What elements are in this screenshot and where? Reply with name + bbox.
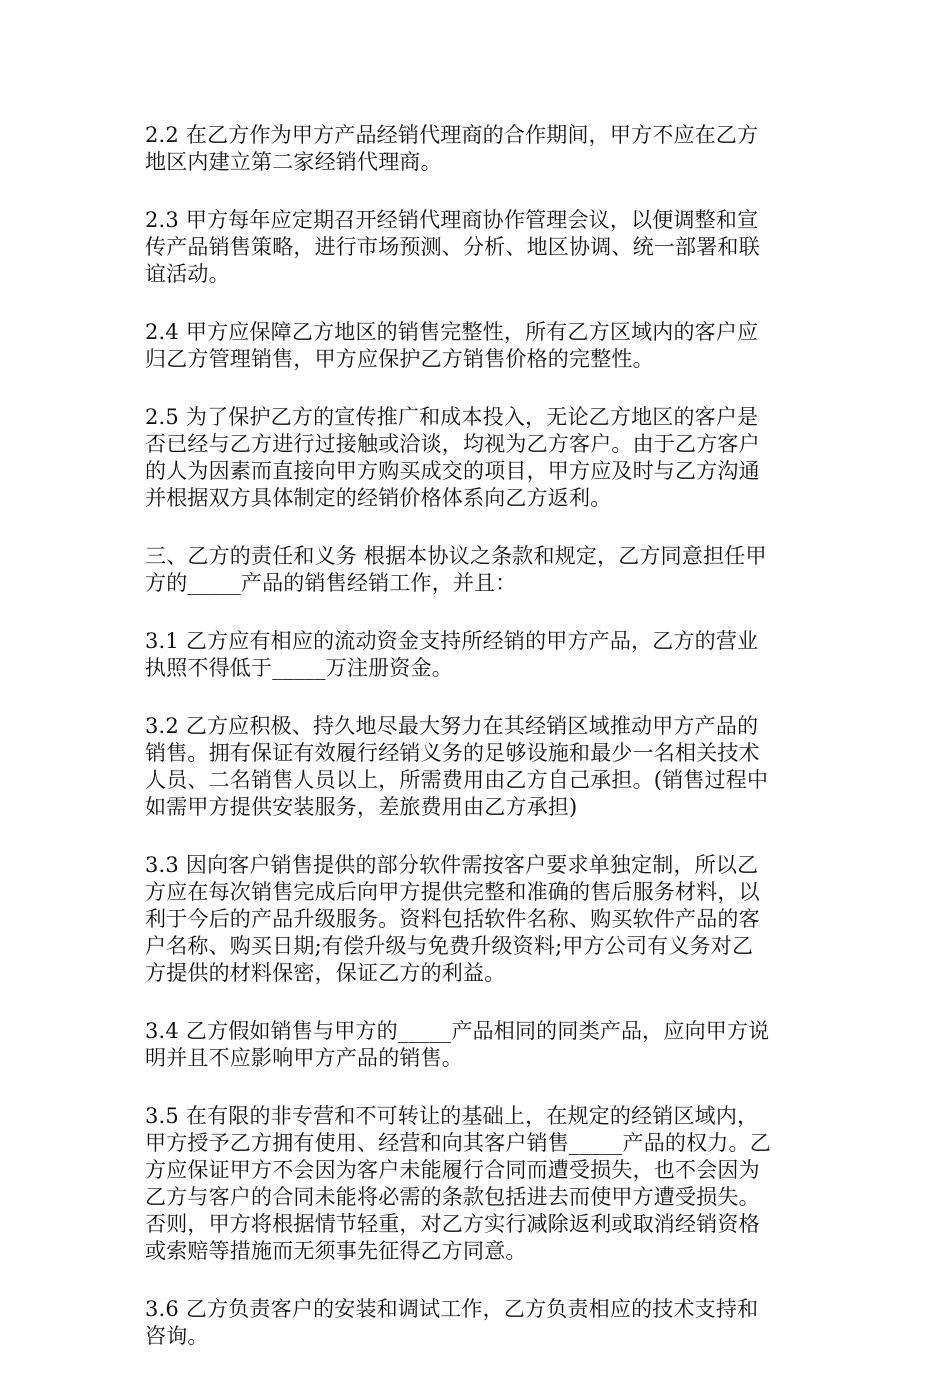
document-paragraph xyxy=(145,543,807,597)
document-paragraph xyxy=(145,207,807,288)
document-paragraph xyxy=(145,1103,807,1265)
paragraph-line: 明并且不应影响甲方产品的销售。 xyxy=(145,1046,463,1070)
paragraph-line: 3.5 在有限的非专营和不可转让的基础上，在规定的经销区域内， xyxy=(145,1104,759,1128)
paragraph-line: 否已经与乙方进行过接触或洽谈，均视为乙方客户。由于乙方客户 xyxy=(145,432,760,456)
paragraph-line: 利于今后的产品升级服务。资料包括软件名称、购买软件产品的客 xyxy=(145,907,760,931)
document-paragraph xyxy=(145,713,807,821)
paragraph-line: 户名称、购买日期;有偿升级与免费升级资料;甲方公司有义务对乙 xyxy=(145,934,754,958)
document-paragraph xyxy=(145,404,807,512)
paragraph-line: 2.5 为了保护乙方的宣传推广和成本投入，无论乙方地区的客户是 xyxy=(145,405,759,429)
paragraph-line: 乙方与客户的合同未能将必需的条款包括进去而使甲方遭受损失。 xyxy=(145,1185,760,1209)
paragraph-line: 2.4 甲方应保障乙方地区的销售完整性，所有乙方区域内的客户应 xyxy=(145,320,759,344)
document-paragraph xyxy=(145,122,807,176)
paragraph-line: 方应保证甲方不会因为客户未能履行合同而遭受损失，也不会因为 xyxy=(145,1158,760,1182)
paragraph-line: 否则，甲方将根据情节轻重，对乙方实行减除返利或取消经销资格 xyxy=(145,1212,760,1236)
document-paragraph xyxy=(145,1018,807,1072)
paragraph-line: 方的_____产品的销售经销工作，并且： xyxy=(145,571,517,595)
document-body xyxy=(145,122,807,1381)
paragraph-line: 3.4 乙方假如销售与甲方的_____产品相同的同类产品，应向甲方说 xyxy=(145,1019,770,1043)
paragraph-line: 并根据双方具体制定的经销价格体系向乙方返利。 xyxy=(145,486,612,510)
document-paragraph xyxy=(145,628,807,682)
paragraph-line: 咨询。 xyxy=(145,1324,209,1348)
paragraph-line: 地区内建立第二家经销代理商。 xyxy=(145,150,442,174)
paragraph-line: 2.2 在乙方作为甲方产品经销代理商的合作期间，甲方不应在乙方 xyxy=(145,123,759,147)
paragraph-line: 三、乙方的责任和义务 根据本协议之条款和规定，乙方同意担任甲 xyxy=(145,544,767,568)
document-paragraph xyxy=(145,1296,807,1350)
paragraph-line: 方应在每次销售完成后向甲方提供完整和准确的售后服务材料，以 xyxy=(145,880,760,904)
paragraph-line: 方提供的材料保密，保证乙方的利益。 xyxy=(145,961,506,985)
paragraph-line: 3.6 乙方负责客户的安装和调试工作，乙方负责相应的技术支持和 xyxy=(145,1297,759,1321)
document-paragraph xyxy=(145,852,807,987)
paragraph-line: 或索赔等措施而无须事先征得乙方同意。 xyxy=(145,1239,527,1263)
paragraph-line: 3.2 乙方应积极、持久地尽最大努力在其经销区域推动甲方产品的 xyxy=(145,714,759,738)
document-paragraph xyxy=(145,319,807,373)
paragraph-line: 销售。拥有保证有效履行经销义务的足够设施和最少一名相关技术 xyxy=(145,741,760,765)
paragraph-line: 归乙方管理销售，甲方应保护乙方销售价格的完整性。 xyxy=(145,347,654,371)
paragraph-line: 传产品销售策略，进行市场预测、分析、地区协调、统一部署和联 xyxy=(145,235,760,259)
paragraph-line: 3.3 因向客户销售提供的部分软件需按客户要求单独定制，所以乙 xyxy=(145,853,759,877)
paragraph-line: 执照不得低于_____万注册资金。 xyxy=(145,656,453,680)
paragraph-line: 甲方授予乙方拥有使用、经营和向其客户销售_____产品的权力。乙 xyxy=(145,1131,771,1155)
paragraph-line: 2.3 甲方每年应定期召开经销代理商协作管理会议，以便调整和宣 xyxy=(145,208,759,232)
paragraph-line: 3.1 乙方应有相应的流动资金支持所经销的甲方产品，乙方的营业 xyxy=(145,629,759,653)
paragraph-line: 谊活动。 xyxy=(145,262,230,286)
paragraph-line: 的人为因素而直接向甲方购买成交的项目，甲方应及时与乙方沟通 xyxy=(145,459,760,483)
paragraph-line: 人员、二名销售人员以上，所需费用由乙方自己承担。(销售过程中 xyxy=(145,768,769,792)
paragraph-line: 如需甲方提供安装服务，差旅费用由乙方承担) xyxy=(145,795,578,819)
